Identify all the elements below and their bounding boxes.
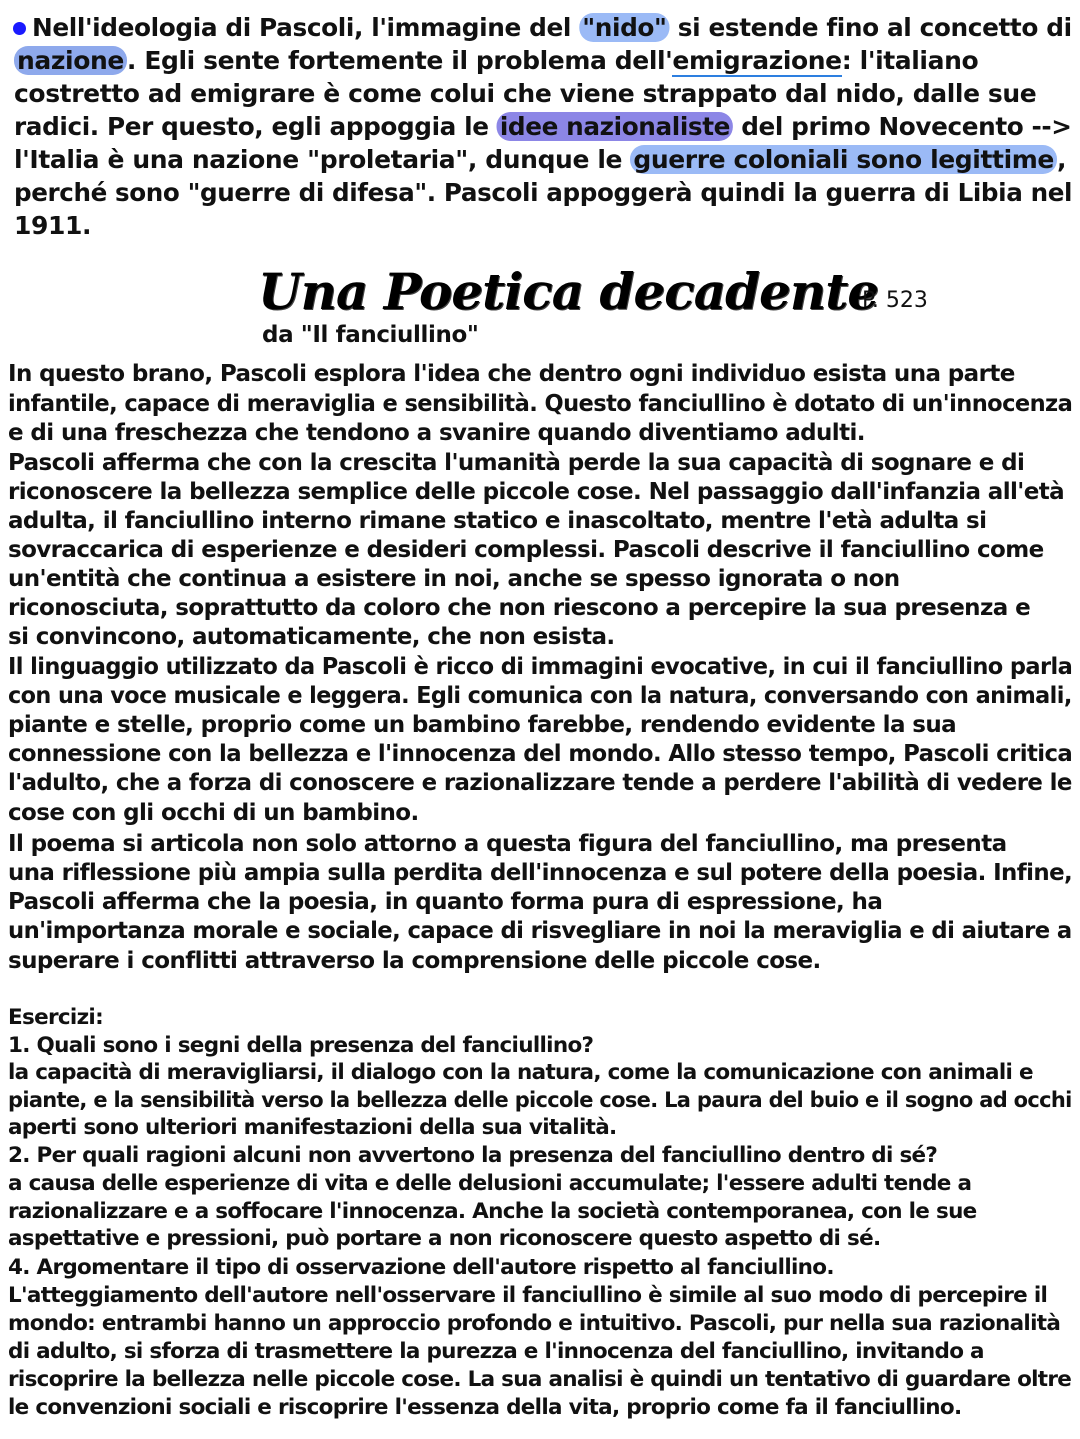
answer-line: a causa delle esperienze di vita e delle delusioni accumulate; l'essere adulti tende a bbox=[8, 1171, 972, 1196]
answer-line: la capacità di meravigliarsi, il dialogo con la natura, come la comunicazione con animali e bbox=[8, 1060, 1033, 1085]
highlight-nido: "nido" bbox=[579, 13, 669, 42]
text: , bbox=[1056, 145, 1067, 174]
text: radici. Per questo, egli appoggia le bbox=[14, 112, 497, 141]
body-line: cose con gli occhi di un bambino. bbox=[8, 800, 419, 826]
text: si estende fino al concetto di bbox=[669, 13, 1072, 42]
text: . Egli sente fortemente il problema dell' bbox=[126, 46, 673, 75]
body-line: riconoscere la bellezza semplice delle piccole cose. Nel passaggio dall'infanzia all'età bbox=[8, 479, 1065, 505]
body-line: piante e stelle, proprio come un bambino farebbe, rendendo evidente la sua bbox=[8, 712, 957, 738]
body-line: un'importanza morale e sociale, capace di risvegliare in noi la meraviglia e di aiutare a bbox=[8, 918, 1072, 944]
body-line: In questo brano, Pascoli esplora l'idea che dentro ogni individuo esista una parte bbox=[8, 361, 1015, 387]
text: l'Italia è una nazione "proletaria", dunque le bbox=[14, 145, 631, 174]
body-line: superare i conflitti attraverso la comprensione delle piccole cose. bbox=[8, 948, 821, 974]
intro-line bbox=[14, 145, 1066, 174]
body-line: infantile, capace di meraviglia e sensibilità. Questo fanciullino è dotato di un'innocenza bbox=[8, 391, 1073, 417]
body-line: sovraccarica di esperienze e desideri complessi. Pascoli descrive il fanciullino come bbox=[8, 537, 1044, 563]
text: : l'italiano bbox=[841, 46, 979, 75]
highlight-guerre-coloniali: guerre coloniali sono legittime bbox=[630, 145, 1057, 174]
answer-line: piante, e la sensibilità verso la bellezza delle piccole cose. La paura del buio e il sogno ad occhi bbox=[8, 1088, 1072, 1113]
question-2: 2. Per quali ragioni alcuni non avvertono la presenza del fanciullino dentro di sé? bbox=[8, 1143, 938, 1168]
intro-line bbox=[32, 13, 1072, 42]
answer-line: le convenzioni sociali e riscoprire l'essenza della vita, proprio come fa il fanciullino. bbox=[8, 1395, 962, 1420]
body-line: e di una freschezza che tendono a svanire quando diventiamo adulti. bbox=[8, 420, 865, 446]
answer-line: aperti sono ulteriori manifestazioni della sua vitalità. bbox=[8, 1115, 617, 1140]
bullet-dot-icon bbox=[13, 22, 26, 35]
intro-line: 1911. bbox=[14, 211, 92, 240]
question-1: 1. Quali sono i segni della presenza del fanciullino? bbox=[8, 1033, 594, 1058]
body-line: connessione con la bellezza e l'innocenza del mondo. Allo stesso tempo, Pascoli critica bbox=[8, 741, 1073, 767]
page-reference: P. 523 bbox=[862, 288, 928, 313]
answer-line: di adulto, si sforza di trasmettere la purezza e l'innocenza del fanciullino, invitando a bbox=[8, 1339, 984, 1364]
body-line: una riflessione più ampia sulla perdita dell'innocenza e sul potere della poesia. Infine, bbox=[8, 860, 1073, 886]
body-line: Il poema si articola non solo attorno a questa figura del fanciullino, ma presenta bbox=[8, 831, 1007, 857]
intro-line: perché sono "guerre di difesa". Pascoli appoggerà quindi la guerra di Libia nel bbox=[14, 178, 1073, 207]
intro-line: costretto ad emigrare è come colui che viene strappato dal nido, dalle sue bbox=[14, 79, 1037, 108]
body-line: riconosciuta, soprattutto da coloro che non riescono a percepire la sua presenza e bbox=[8, 595, 1031, 621]
body-line: con una voce musicale e leggera. Egli comunica con la natura, conversando con animali, bbox=[8, 683, 1072, 709]
highlight-nazione: nazione bbox=[14, 46, 127, 75]
text: del primo Novecento --> bbox=[733, 112, 1072, 141]
body-line: un'entità che continua a esistere in noi, anche se spesso ignorata o non bbox=[8, 566, 900, 592]
answer-line: riscoprire la bellezza nelle piccole cose. La sua analisi è quindi un tentativo di guardare oltre bbox=[8, 1367, 1072, 1392]
section-title: Una Poetica decadente bbox=[258, 262, 879, 321]
section-subtitle: da "Il fanciullino" bbox=[262, 322, 479, 348]
body-line: si convincono, automaticamente, che non esista. bbox=[8, 624, 615, 650]
intro-line bbox=[14, 46, 978, 75]
question-4: 4. Argomentare il tipo di osservazione dell'autore rispetto al fanciullino. bbox=[8, 1255, 834, 1280]
body-line: Pascoli afferma che la poesia, in quanto forma pura di espressione, ha bbox=[8, 889, 883, 915]
highlight-idee-nazionaliste: idee nazionaliste bbox=[497, 112, 733, 141]
answer-line: L'atteggiamento dell'autore nell'osservare il fanciullino è simile al suo modo di percepire il bbox=[8, 1283, 1048, 1308]
exercises-heading: Esercizi: bbox=[8, 1005, 103, 1030]
intro-line bbox=[14, 112, 1072, 141]
answer-line: razionalizzare e a soffocare l'innocenza. Anche la società contemporanea, con le sue bbox=[8, 1199, 977, 1224]
text: Nell'ideologia di Pascoli, l'immagine del bbox=[32, 13, 580, 42]
answer-line: aspettative e pressioni, può portare a non riconoscere questo aspetto di sé. bbox=[8, 1226, 881, 1251]
underline-emigrazione: emigrazione bbox=[672, 46, 842, 75]
body-line: l'adulto, che a forza di conoscere e razionalizzare tende a perdere l'abilità di vedere le bbox=[8, 770, 1072, 796]
body-line: Pascoli afferma che con la crescita l'umanità perde la sua capacità di sognare e di bbox=[8, 450, 1025, 476]
answer-line: mondo: entrambi hanno un approccio profondo e intuitivo. Pascoli, pur nella sua razionalità bbox=[8, 1311, 1061, 1336]
body-line: adulta, il fanciullino interno rimane statico e inascoltato, mentre l'età adulta si bbox=[8, 508, 987, 534]
body-line: Il linguaggio utilizzato da Pascoli è ricco di immagini evocative, in cui il fanciullino parla bbox=[8, 654, 1073, 680]
